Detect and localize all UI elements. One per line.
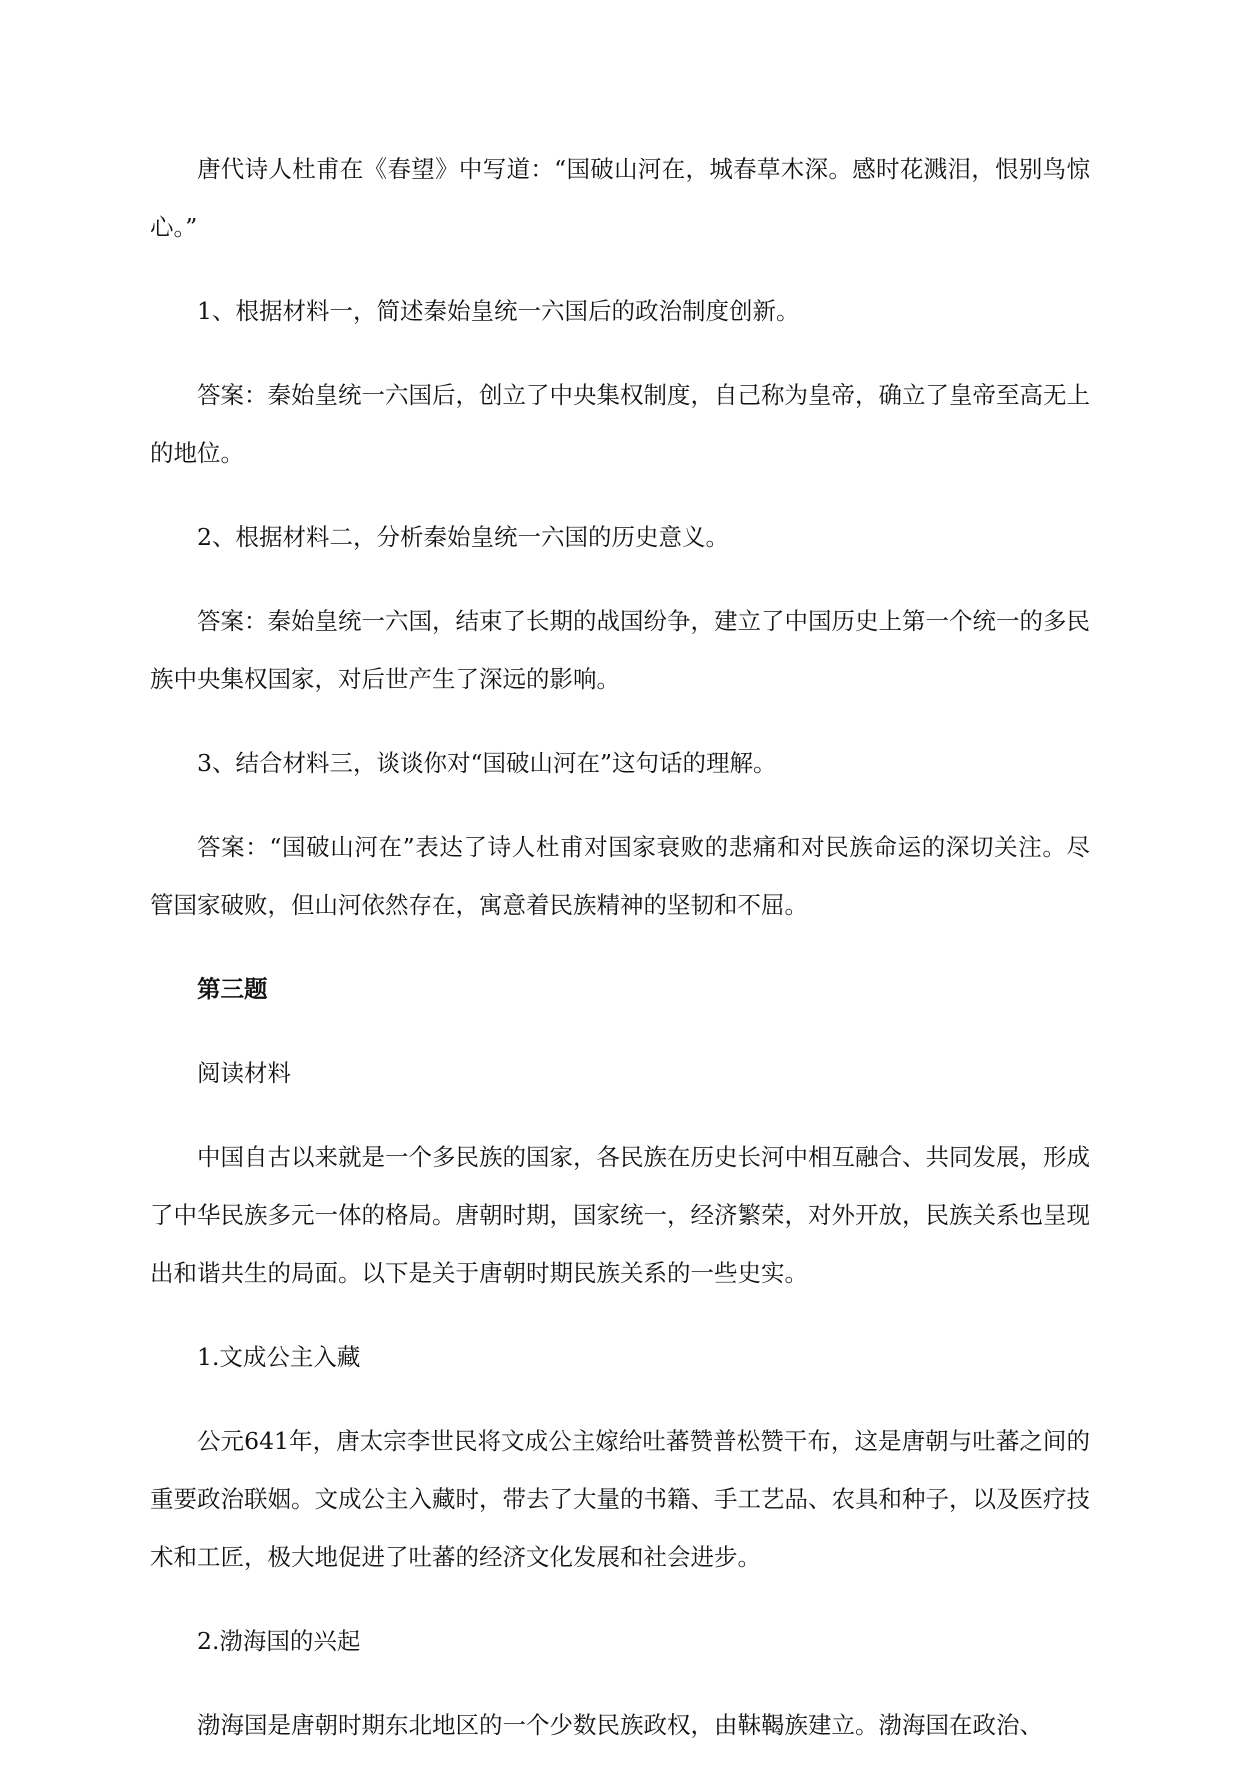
material-intro-paragraph: 中国自古以来就是一个多民族的国家，各民族在历史长河中相互融合、共同发展，形成了中华民族多元一体的格局。唐朝时期，国家统一，经济繁荣，对外开放，民族关系也呈现出和谐共生的局面。以下是关于唐朝时期民族关系的一些史实。 xyxy=(150,1143,1090,1287)
bohai-paragraph: 渤海国是唐朝时期东北地区的一个少数民族政权，由靺鞨族建立。渤海国在政治、 xyxy=(197,1711,1043,1739)
question-3: 3、结合材料三，谈谈你对“国破山河在”这句话的理解。 xyxy=(197,749,777,777)
section-heading: 第三题 xyxy=(197,975,268,1003)
document-page xyxy=(150,140,1090,1780)
subheading-wencheng: 1.文成公主入藏 xyxy=(197,1343,361,1371)
question-2: 2、根据材料二，分析秦始皇统一六国的历史意义。 xyxy=(197,523,729,551)
answer-1: 答案：秦始皇统一六国后，创立了中央集权制度，自己称为皇帝，确立了皇帝至高无上的地位。 xyxy=(150,381,1090,467)
answer-3: 答案：“国破山河在”表达了诗人杜甫对国家衰败的悲痛和对民族命运的深切关注。尽管国家破败，但山河依然存在，寓意着民族精神的坚韧和不屈。 xyxy=(150,833,1090,919)
question-1: 1、根据材料一，简述秦始皇统一六国后的政治制度创新。 xyxy=(197,297,800,325)
answer-2: 答案：秦始皇统一六国，结束了长期的战国纷争，建立了中国历史上第一个统一的多民族中央集权国家，对后世产生了深远的影响。 xyxy=(150,607,1090,693)
wencheng-paragraph: 公元641年，唐太宗李世民将文成公主嫁给吐蕃赞普松赞干布，这是唐朝与吐蕃之间的重要政治联姻。文成公主入藏时，带去了大量的书籍、手工艺品、农具和种子，以及医疗技术和工匠，极大地促进了吐蕃的经济文化发展和社会进步。 xyxy=(150,1427,1090,1571)
reading-material-label: 阅读材料 xyxy=(197,1059,291,1087)
poem-intro-paragraph: 唐代诗人杜甫在《春望》中写道：“国破山河在，城春草木深。感时花溅泪，恨别鸟惊心。” xyxy=(150,155,1090,241)
subheading-bohai: 2.渤海国的兴起 xyxy=(197,1627,361,1655)
